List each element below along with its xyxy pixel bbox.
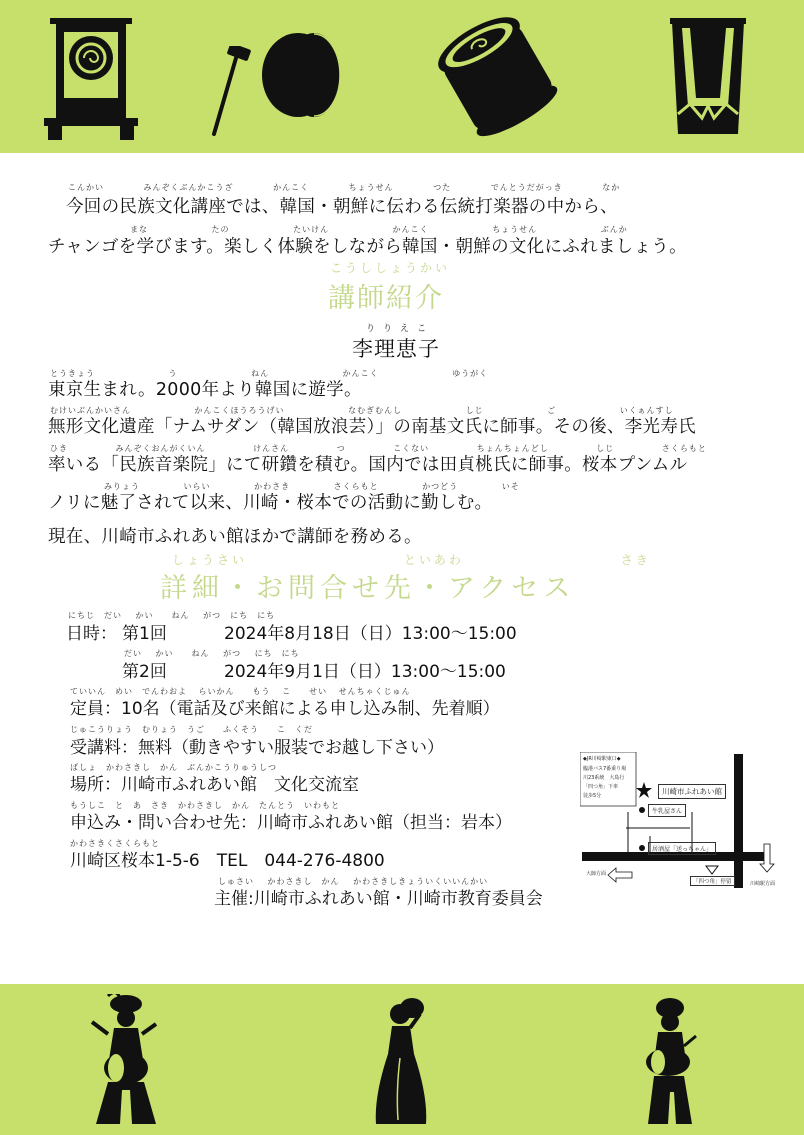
map-venue-label: 川崎市ふれあい館 <box>658 784 726 799</box>
fee-ruby: じゅこうりょう むりょう うご ふくそう こ くだ <box>70 725 313 734</box>
address-ruby: かわさきくさくらもと <box>70 839 160 848</box>
dancer-figure-center-icon <box>370 996 434 1128</box>
capacity-ruby: ていいん めい でんわおよ らいかん もう こ せい せんちゃくじゅん <box>70 687 411 696</box>
map-shop1-label: 牛乳屋さん <box>648 804 686 817</box>
map-direction-oshima: 大師方面 <box>586 871 607 877</box>
organizer-ruby: しゅさい かわさきし かん かわさきしきょういくいいんかい <box>218 877 489 886</box>
instructor-name-ruby: りりえこ <box>366 324 435 334</box>
bio-line-5: 現在、川崎市ふれあい館ほかで講師を務める。 <box>48 527 422 547</box>
round-drum-icon <box>258 30 344 120</box>
contact-text: 申込み・問い合わせ先：川崎市ふれあい館（担当：岩本） <box>70 813 512 833</box>
map-info-line3: 「四つ角」下車 <box>583 784 619 790</box>
bio-ruby-2: むけいぶんかいさん かんこくほうろうげい なむぎむんし しじ ご いくぁんすし <box>50 406 674 415</box>
place-ruby: ばしょ かわさきし かん ぶんかこうりゅうしつ <box>70 763 277 772</box>
bio-line-3: 率いる「民族音楽院」にて研鑽を積む。国内では田貞桃氏に師事。桜本プンムル <box>48 455 688 475</box>
intro-line-1: 今回の民族文化講座では、韓国・朝鮮に伝わる伝統打楽器の中から、 <box>66 197 618 217</box>
bio-ruby-1: とうきょう う ねん かんこく ゆうがく <box>50 369 489 378</box>
drummer-figure-right-icon <box>640 996 704 1128</box>
map-info-line1: 臨港バス7番乗り場 <box>583 766 627 772</box>
bio-line-1: 東京生まれ。2000年より韓国に遊学。 <box>48 380 362 400</box>
bottom-banner <box>0 984 804 1135</box>
bio-ruby-4: みりょう いらい かわさき さくらもと かつどう いそ <box>104 482 520 491</box>
address-text: 川崎区桜本1-5-6 TEL 044-276-4800 <box>70 851 385 871</box>
session-2-date: 2024年9月1日（日）13:00～15:00 <box>224 662 506 682</box>
map-info-line4: 徒歩5分 <box>583 793 602 799</box>
map-bus-stop-label: 「四つ角」停留 <box>690 876 735 886</box>
contact-ruby: もうしこ と あ さき かわさきし かん たんとう いわもと <box>70 801 340 810</box>
date2-ruby: だい かい ねん がつ にち にち <box>124 649 300 658</box>
map-info-title: ◆JR川崎駅東口◆ <box>583 756 621 762</box>
tall-drum-icon <box>668 18 748 138</box>
details-heading: 詳細・お問合せ先・アクセス <box>160 573 576 604</box>
intro-line-2: チャンゴを学びます。楽しく体験をしながら韓国・朝鮮の文化にふれましょう。 <box>48 237 687 257</box>
gong-stand-icon <box>44 18 138 140</box>
session-2-label: 第2回 <box>122 662 167 682</box>
intro-ruby: こんかい みんぞくぶんかこうざ かんこく ちょうせん つた でんとうだがっき なか <box>68 183 621 192</box>
capacity-text: 定員：10名（電話及び来館による申し込み制、先着順） <box>70 699 500 719</box>
organizer-text: 主催:川崎市ふれあい館・川崎市教育委員会 <box>214 889 543 909</box>
date-ruby: にちじ だい かい ねん がつ にち にち <box>68 611 276 620</box>
bio-ruby-3: ひき みんぞくおんがくいん けんさん つ こくない ちょんちょんどし しじ さくらもと <box>50 444 707 453</box>
instructor-heading-ruby: こうししょうかい <box>330 261 451 275</box>
mallet-icon <box>206 46 252 138</box>
instructor-heading: 講師紹介 <box>328 283 444 314</box>
intro-ruby-2: まな たの たいけん かんこく ちょうせん ぶんか <box>130 225 628 234</box>
map-shop2-label: 居酒屋「送っちゃん」 <box>648 842 716 855</box>
instructor-name: 李理恵子 <box>352 337 440 361</box>
bio-line-4: ノリに魅了されて以来、川崎・桜本での活動に勤しむ。 <box>48 493 493 513</box>
date-label: 日時： <box>66 624 117 644</box>
map-info-line2: 川23系統 大島行 <box>583 775 625 781</box>
session-1-label: 第1回 <box>122 624 167 644</box>
drummer-figure-left-icon <box>86 994 166 1128</box>
details-heading-ruby: しょうさい といあわ さき <box>172 553 651 567</box>
access-map <box>580 752 784 890</box>
map-direction-kawasaki: 川崎駅方面 <box>750 881 776 887</box>
buk-drum-icon <box>436 14 560 142</box>
fee-text: 受講料：無料（動きやすい服装でお越し下さい） <box>70 738 444 758</box>
place-text: 場所：川崎市ふれあい館 文化交流室 <box>70 775 359 795</box>
bio-line-2: 無形文化遺産「ナムサダン（韓国放浪芸）」の南基文氏に師事。その後、李光寿氏 <box>48 417 696 437</box>
top-banner <box>0 0 804 153</box>
session-1-date: 2024年8月18日（日）13:00～15:00 <box>224 624 517 644</box>
map-roads <box>580 752 784 890</box>
